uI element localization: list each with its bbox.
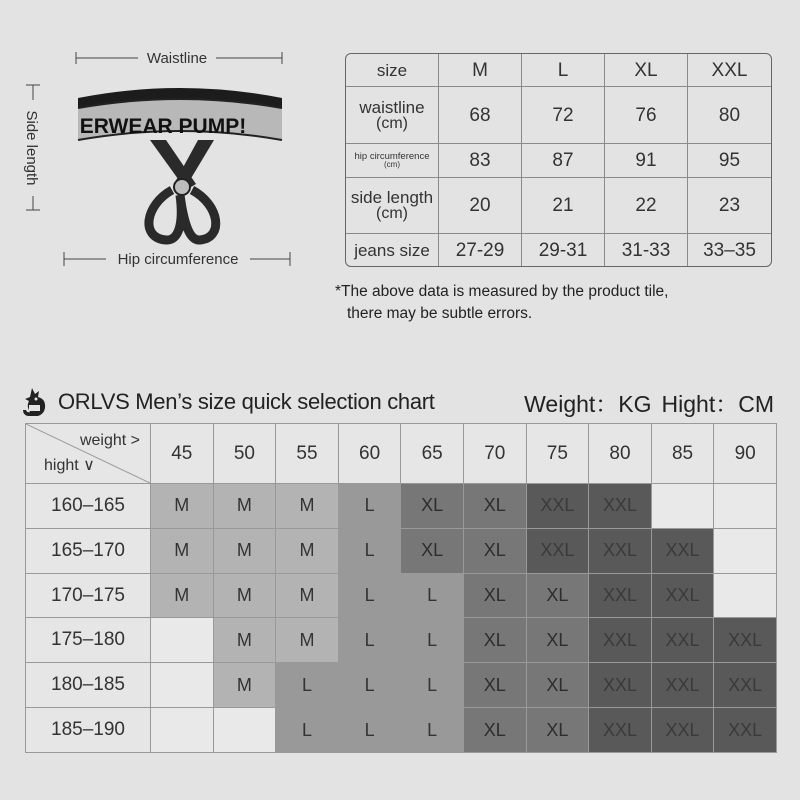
quick-chart-title-text: ORLVS Men’s size quick selection chart — [58, 389, 435, 414]
size-cell: XXL — [589, 618, 652, 663]
value-cell: 68 — [439, 87, 522, 144]
size-cell: M — [213, 618, 276, 663]
value-cell: 23 — [688, 178, 771, 235]
size-cell: XXL — [589, 484, 652, 529]
height-range-cell: 180–185 — [26, 663, 151, 708]
row-label-unit: (cm) — [384, 160, 400, 170]
weight-header-cell: 80 — [589, 424, 652, 484]
empty-cell — [714, 484, 777, 529]
value-cell: 76 — [605, 87, 688, 144]
value-cell: 80 — [688, 87, 771, 144]
value-cell: 87 — [522, 144, 605, 177]
size-cell: XXL — [714, 618, 777, 663]
weight-header-cell: 50 — [213, 424, 276, 484]
empty-cell — [151, 663, 214, 708]
size-header-label: size — [346, 54, 439, 87]
size-cell: XXL — [651, 618, 714, 663]
size-cell: L — [401, 573, 464, 618]
value-cell: 27-29 — [439, 234, 522, 266]
size-cell: M — [276, 618, 339, 663]
size-cell: L — [338, 528, 401, 573]
corner-header-cell — [26, 424, 151, 484]
size-cell: XL — [401, 484, 464, 529]
size-row — [26, 618, 777, 663]
size-cell: XL — [463, 528, 526, 573]
waistline-row — [346, 87, 771, 144]
size-cell: XXL — [714, 663, 777, 708]
size-cell: XXL — [589, 573, 652, 618]
size-row — [26, 708, 777, 753]
row-label — [346, 234, 439, 266]
weight-header-cell: 90 — [714, 424, 777, 484]
size-cell: XXL — [651, 528, 714, 573]
brand-logo-icon — [20, 386, 50, 418]
height-range-cell: 165–170 — [26, 528, 151, 573]
value-cell: 83 — [439, 144, 522, 177]
value-cell: 20 — [439, 178, 522, 235]
value-cell: 31-33 — [605, 234, 688, 266]
size-cell: L — [401, 708, 464, 753]
waistline-label: Waistline — [146, 50, 208, 67]
weight-header-cell: 70 — [463, 424, 526, 484]
size-cell: M — [213, 573, 276, 618]
height-unit-label: Hight：CM — [661, 390, 774, 417]
row-label-unit: (cm) — [376, 114, 408, 132]
size-cell: L — [401, 618, 464, 663]
size-row — [26, 484, 777, 529]
size-cell: M — [151, 573, 214, 618]
size-cell: L — [401, 663, 464, 708]
size-cell: M — [151, 528, 214, 573]
height-range-cell: 185–190 — [26, 708, 151, 753]
size-measurement-table — [345, 53, 772, 267]
quick-chart-title — [20, 385, 435, 419]
empty-cell — [213, 708, 276, 753]
size-cell: L — [338, 618, 401, 663]
hip-circumference-row — [346, 144, 771, 177]
weight-header-row — [26, 424, 777, 484]
jeans-size-row — [346, 234, 771, 266]
size-cell: XL — [401, 528, 464, 573]
size-cell: XXL — [714, 708, 777, 753]
size-cell: XL — [526, 618, 589, 663]
size-cell: XXL — [526, 484, 589, 529]
size-cell: L — [338, 484, 401, 529]
size-header-cell: M — [439, 54, 522, 87]
size-cell: XL — [526, 708, 589, 753]
size-row — [26, 528, 777, 573]
row-label-text: side length — [350, 187, 434, 207]
row-label-text: waistline — [359, 97, 425, 117]
size-cell: M — [276, 484, 339, 529]
value-cell: 33–35 — [703, 239, 756, 261]
size-cell: XXL — [589, 663, 652, 708]
value-cell: 21 — [522, 178, 605, 235]
empty-cell — [151, 618, 214, 663]
side-length-row — [346, 178, 771, 235]
row-label-unit: (cm) — [376, 204, 408, 222]
size-row — [26, 663, 777, 708]
value-cell: 29-31 — [522, 234, 605, 266]
strap-loop — [149, 190, 216, 240]
height-range-cell: 160–165 — [26, 484, 151, 529]
size-cell: XXL — [651, 573, 714, 618]
size-cell: L — [276, 663, 339, 708]
side-length-label: Side length — [23, 110, 40, 186]
value-cell: 95 — [688, 144, 771, 177]
corner-height-label: hight ∨ — [44, 457, 95, 474]
size-cell: L — [338, 663, 401, 708]
size-header-cell: XXL — [688, 54, 771, 87]
row-label — [346, 144, 439, 177]
height-range-cell: 170–175 — [26, 573, 151, 618]
quick-chart-units — [524, 385, 774, 419]
size-cell: XL — [526, 663, 589, 708]
hip-circumference-label: Hip circumference — [117, 251, 239, 268]
size-cell: XL — [463, 708, 526, 753]
empty-cell — [151, 708, 214, 753]
weight-header-cell: 65 — [401, 424, 464, 484]
size-cell: L — [338, 708, 401, 753]
size-cell: M — [213, 528, 276, 573]
note-line-2: there may be subtle errors. — [347, 305, 533, 322]
size-cell: XL — [463, 663, 526, 708]
size-cell: M — [213, 484, 276, 529]
size-cell: M — [276, 573, 339, 618]
size-cell: XL — [463, 573, 526, 618]
size-cell: XXL — [589, 708, 652, 753]
size-cell: L — [276, 708, 339, 753]
waistband-brand-text: ERWEAR PUMP! — [79, 115, 247, 138]
weight-header-cell: 60 — [338, 424, 401, 484]
size-cell: XXL — [651, 708, 714, 753]
row-label-text: hip circumference — [354, 150, 430, 162]
row-label — [346, 178, 439, 235]
size-cell: M — [213, 663, 276, 708]
row-label — [346, 87, 439, 144]
size-cell: L — [338, 573, 401, 618]
empty-cell — [651, 484, 714, 529]
weight-header-cell: 75 — [526, 424, 589, 484]
weight-header-cell: 55 — [276, 424, 339, 484]
weight-unit-label: Weight：KG — [524, 390, 652, 417]
product-diagram — [0, 0, 330, 290]
note-line-1: *The above data is measured by the product tile, — [335, 283, 669, 300]
size-cell: M — [151, 484, 214, 529]
height-range-cell: 175–180 — [26, 618, 151, 663]
size-cell: XXL — [526, 528, 589, 573]
size-cell: XXL — [589, 528, 652, 573]
measurement-note — [335, 281, 668, 325]
value-cell: 91 — [605, 144, 688, 177]
size-header-cell: XL — [605, 54, 688, 87]
row-label-text: jeans size — [354, 240, 430, 260]
quick-table-body — [26, 484, 777, 753]
size-cell: XXL — [651, 663, 714, 708]
size-row — [26, 573, 777, 618]
empty-cell — [714, 573, 777, 618]
size-header-row — [346, 54, 771, 87]
value-cell: 72 — [522, 87, 605, 144]
size-cell: XL — [526, 573, 589, 618]
size-cell: XL — [463, 484, 526, 529]
quick-selection-table — [25, 423, 777, 753]
size-cell: XL — [463, 618, 526, 663]
size-cell: M — [276, 528, 339, 573]
value-cell: 22 — [605, 178, 688, 235]
weight-header-cell: 45 — [151, 424, 214, 484]
empty-cell — [714, 528, 777, 573]
corner-weight-label: weight > — [79, 432, 140, 449]
size-header-cell: L — [522, 54, 605, 87]
o-ring — [174, 179, 190, 195]
weight-header-cell: 85 — [651, 424, 714, 484]
